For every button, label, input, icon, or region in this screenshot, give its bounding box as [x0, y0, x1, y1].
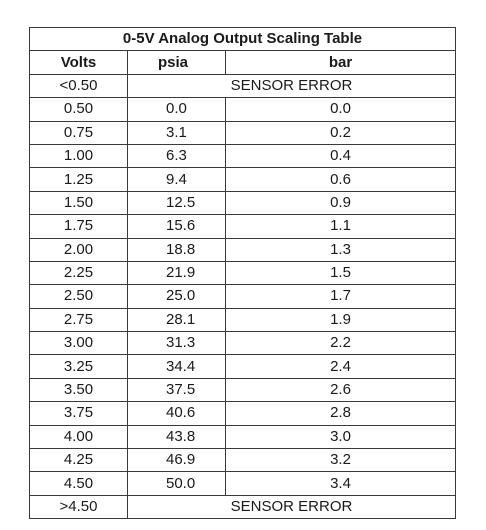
bar-cell: 1.3: [226, 238, 456, 261]
volts-cell: 4.50: [30, 472, 128, 495]
psia-cell: 37.5: [128, 378, 226, 401]
table-row: [30, 472, 456, 495]
bar-cell: 2.6: [226, 378, 456, 401]
table-row: [30, 261, 456, 284]
psia-cell: 31.3: [128, 332, 226, 355]
bar-cell: 3.0: [226, 425, 456, 448]
psia-header: psia: [128, 51, 226, 74]
table-row: [30, 144, 456, 167]
table-row: [30, 285, 456, 308]
sensor-error-cell: SENSOR ERROR: [128, 74, 456, 97]
psia-cell: 46.9: [128, 449, 226, 472]
volts-cell: >4.50: [30, 495, 128, 518]
low-error-row: [30, 74, 456, 97]
bar-cell: 2.4: [226, 355, 456, 378]
bar-cell: 0.0: [226, 98, 456, 121]
volts-cell: 2.75: [30, 308, 128, 331]
volts-cell: 3.25: [30, 355, 128, 378]
volts-cell: <0.50: [30, 74, 128, 97]
bar-cell: 0.6: [226, 168, 456, 191]
table-row: [30, 449, 456, 472]
table-row: [30, 215, 456, 238]
table-row: [30, 121, 456, 144]
table-row: [30, 168, 456, 191]
psia-cell: 25.0: [128, 285, 226, 308]
bar-cell: 2.8: [226, 402, 456, 425]
psia-cell: 50.0: [128, 472, 226, 495]
table-row: [30, 98, 456, 121]
volts-cell: 0.75: [30, 121, 128, 144]
psia-cell: 12.5: [128, 191, 226, 214]
table-row: [30, 425, 456, 448]
psia-cell: 0.0: [128, 98, 226, 121]
volts-cell: 3.50: [30, 378, 128, 401]
bar-cell: 3.4: [226, 472, 456, 495]
header-row: [30, 51, 456, 74]
table-body: [30, 74, 456, 518]
table-row: [30, 191, 456, 214]
bar-cell: 0.2: [226, 121, 456, 144]
volts-cell: 1.00: [30, 144, 128, 167]
psia-cell: 43.8: [128, 425, 226, 448]
volts-cell: 2.25: [30, 261, 128, 284]
scaling-table: [29, 27, 456, 519]
bar-cell: 0.9: [226, 191, 456, 214]
sensor-error-cell: SENSOR ERROR: [128, 495, 456, 518]
psia-cell: 18.8: [128, 238, 226, 261]
bar-cell: 3.2: [226, 449, 456, 472]
psia-cell: 15.6: [128, 215, 226, 238]
volts-cell: 3.00: [30, 332, 128, 355]
table-row: [30, 332, 456, 355]
volts-cell: 1.50: [30, 191, 128, 214]
volts-cell: 0.50: [30, 98, 128, 121]
volts-cell: 4.25: [30, 449, 128, 472]
bar-cell: 1.1: [226, 215, 456, 238]
psia-cell: 6.3: [128, 144, 226, 167]
table-row: [30, 238, 456, 261]
high-error-row: [30, 495, 456, 518]
volts-cell: 3.75: [30, 402, 128, 425]
table-row: [30, 402, 456, 425]
psia-cell: 9.4: [128, 168, 226, 191]
psia-cell: 40.6: [128, 402, 226, 425]
volts-cell: 2.50: [30, 285, 128, 308]
table-row: [30, 378, 456, 401]
volts-cell: 2.00: [30, 238, 128, 261]
psia-cell: 28.1: [128, 308, 226, 331]
volts-cell: 1.75: [30, 215, 128, 238]
psia-cell: 3.1: [128, 121, 226, 144]
volts-cell: 1.25: [30, 168, 128, 191]
bar-cell: 1.5: [226, 261, 456, 284]
table-title: 0-5V Analog Output Scaling Table: [30, 28, 456, 51]
table-row: [30, 355, 456, 378]
title-row: [30, 28, 456, 51]
bar-header: bar: [226, 51, 456, 74]
volts-cell: 4.00: [30, 425, 128, 448]
psia-cell: 21.9: [128, 261, 226, 284]
bar-cell: 0.4: [226, 144, 456, 167]
psia-cell: 34.4: [128, 355, 226, 378]
bar-cell: 2.2: [226, 332, 456, 355]
bar-cell: 1.7: [226, 285, 456, 308]
table-row: [30, 308, 456, 331]
volts-header: Volts: [30, 51, 128, 74]
bar-cell: 1.9: [226, 308, 456, 331]
